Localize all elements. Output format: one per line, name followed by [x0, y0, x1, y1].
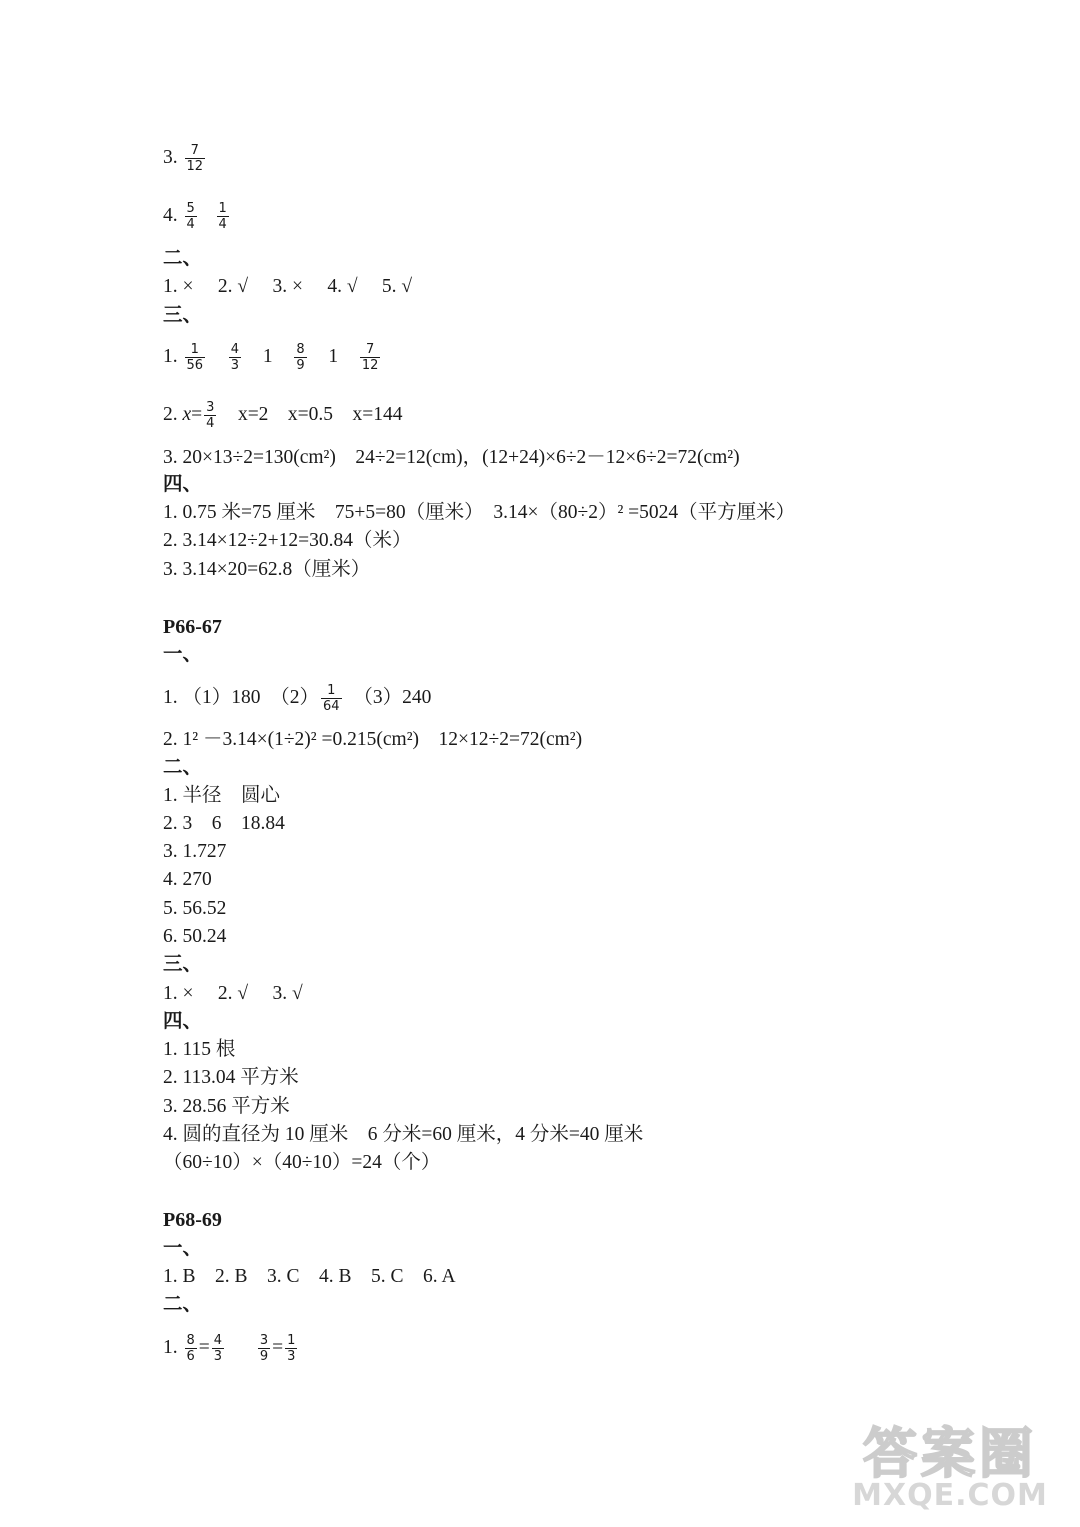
- page-range-title: P68-69: [163, 1209, 222, 1231]
- section-heading-yi: 一、: [163, 1238, 203, 1259]
- page-range-title: P66-67: [163, 616, 222, 638]
- numerator: 4: [230, 342, 240, 357]
- numerator: 1: [327, 683, 336, 698]
- list-item: 2. 113.04 平方米: [163, 1067, 299, 1088]
- list-item: （60÷10）×（40÷10）=24（个）: [163, 1152, 441, 1173]
- fraction: [217, 201, 229, 232]
- site-watermark: [840, 1407, 1060, 1517]
- fraction: [185, 1333, 197, 1364]
- numerator: 4: [213, 1333, 223, 1348]
- area-answers-3: 3. 20×13÷2=130(cm²) 24÷2=12(cm)，(12+24)×6÷2－12×6÷2=72(cm²): [163, 447, 740, 468]
- variable-x: x: [182, 403, 192, 425]
- section-heading-san: 三、: [163, 305, 203, 326]
- equation-rest: x=2 x=0.5 x=144: [218, 403, 403, 425]
- equation-answers-2: [163, 400, 403, 431]
- fraction: [204, 400, 216, 431]
- list-item: 4. 圆的直径为 10 厘米 6 分米=60 厘米，4 分米=40 厘米: [163, 1124, 644, 1145]
- denominator: 3: [287, 1349, 296, 1364]
- section-heading-san: 三、: [163, 954, 203, 975]
- fraction: [258, 1333, 270, 1364]
- judgement-answers: 1. × 2. √ 3. √: [163, 983, 303, 1004]
- denominator: 4: [206, 416, 215, 431]
- numerator: 3: [259, 1333, 269, 1348]
- numerator: 7: [365, 342, 375, 357]
- answer-4-line: [163, 201, 231, 232]
- item-label: 4.: [163, 204, 178, 226]
- list-item: 4. 270: [163, 869, 212, 890]
- section-heading-er: 二、: [163, 1294, 203, 1315]
- answer-text: 1. （1）180 （2）: [163, 686, 320, 708]
- answer-text: （3）240: [343, 686, 432, 708]
- section-heading-si: 四、: [163, 474, 203, 495]
- fraction: [212, 1333, 224, 1364]
- word-problem-2: 2. 3.14×12÷2+12=30.84（米）: [163, 530, 412, 551]
- denominator: 3: [213, 1349, 223, 1364]
- numerator: 3: [206, 400, 215, 415]
- list-item: 6. 50.24: [163, 926, 227, 947]
- area-calc-2: 2. 1² －3.14×(1÷2)² =0.215(cm²) 12×12÷2=72(cm²): [163, 729, 583, 750]
- answer-3-line: [163, 143, 207, 174]
- section-heading-yi: 一、: [163, 644, 203, 665]
- denominator: 6: [186, 1349, 195, 1364]
- numerator: 1: [287, 1333, 296, 1348]
- section-heading-er: 二、: [163, 757, 203, 778]
- numerator: 1: [190, 342, 199, 357]
- denominator: 9: [259, 1349, 269, 1364]
- fraction: [185, 143, 206, 174]
- numerator: 8: [296, 342, 305, 357]
- equals-sign: =: [198, 1336, 210, 1358]
- fraction: [229, 342, 241, 373]
- list-item: 1. 半径 圆心: [163, 785, 281, 806]
- list-item: 2. 3 6 18.84: [163, 813, 285, 834]
- watermark-url: MXQE.COM: [852, 1478, 1048, 1513]
- denominator: 4: [218, 217, 227, 232]
- list-item: 1. 115 根: [163, 1039, 236, 1060]
- calc-answers-1: [163, 342, 382, 373]
- value-text: 1: [262, 345, 273, 367]
- value-text: 1: [328, 345, 339, 367]
- denominator: 12: [361, 358, 379, 373]
- item-label: 1.: [163, 345, 178, 367]
- list-item: 3. 28.56 平方米: [163, 1096, 290, 1117]
- choice-answers: 1. B 2. B 3. C 4. B 5. C 6. A: [163, 1266, 456, 1287]
- word-problem-1: 1. 0.75 米=75 厘米 75+5=80（厘米） 3.14×（80÷2）² =5024（平方厘米）: [163, 502, 796, 523]
- list-item: 3. 1.727: [163, 841, 227, 862]
- section-heading-er: 二、: [163, 248, 203, 269]
- item-label: 2.: [163, 403, 178, 425]
- numerator: 1: [218, 201, 227, 216]
- watermark-logo-text: 答案圈: [863, 1422, 1037, 1485]
- fraction: [285, 1333, 297, 1364]
- denominator: 3: [230, 358, 240, 373]
- equals-sign: =: [191, 403, 203, 425]
- denominator: 12: [186, 159, 204, 174]
- equals-sign: =: [272, 1336, 284, 1358]
- fraction: [185, 201, 197, 232]
- fraction: [185, 342, 206, 373]
- item-label: 3.: [163, 146, 178, 168]
- item-label: 1.: [163, 1336, 178, 1358]
- fill-answers-1: [163, 683, 431, 714]
- denominator: 9: [296, 358, 305, 373]
- judgement-answers: 1. × 2. √ 3. × 4. √ 5. √: [163, 276, 413, 297]
- numerator: 5: [186, 201, 195, 216]
- numerator: 8: [186, 1333, 195, 1348]
- fraction: [294, 342, 306, 373]
- fraction: [321, 683, 342, 714]
- list-item: 5. 56.52: [163, 898, 227, 919]
- denominator: 64: [323, 699, 340, 714]
- word-problem-3: 3. 3.14×20=62.8（厘米）: [163, 559, 371, 580]
- section-heading-si: 四、: [163, 1011, 203, 1032]
- fraction-answers-1: [163, 1333, 299, 1364]
- numerator: 7: [190, 143, 199, 158]
- fraction: [360, 342, 381, 373]
- denominator: 56: [186, 358, 204, 373]
- denominator: 4: [186, 217, 195, 232]
